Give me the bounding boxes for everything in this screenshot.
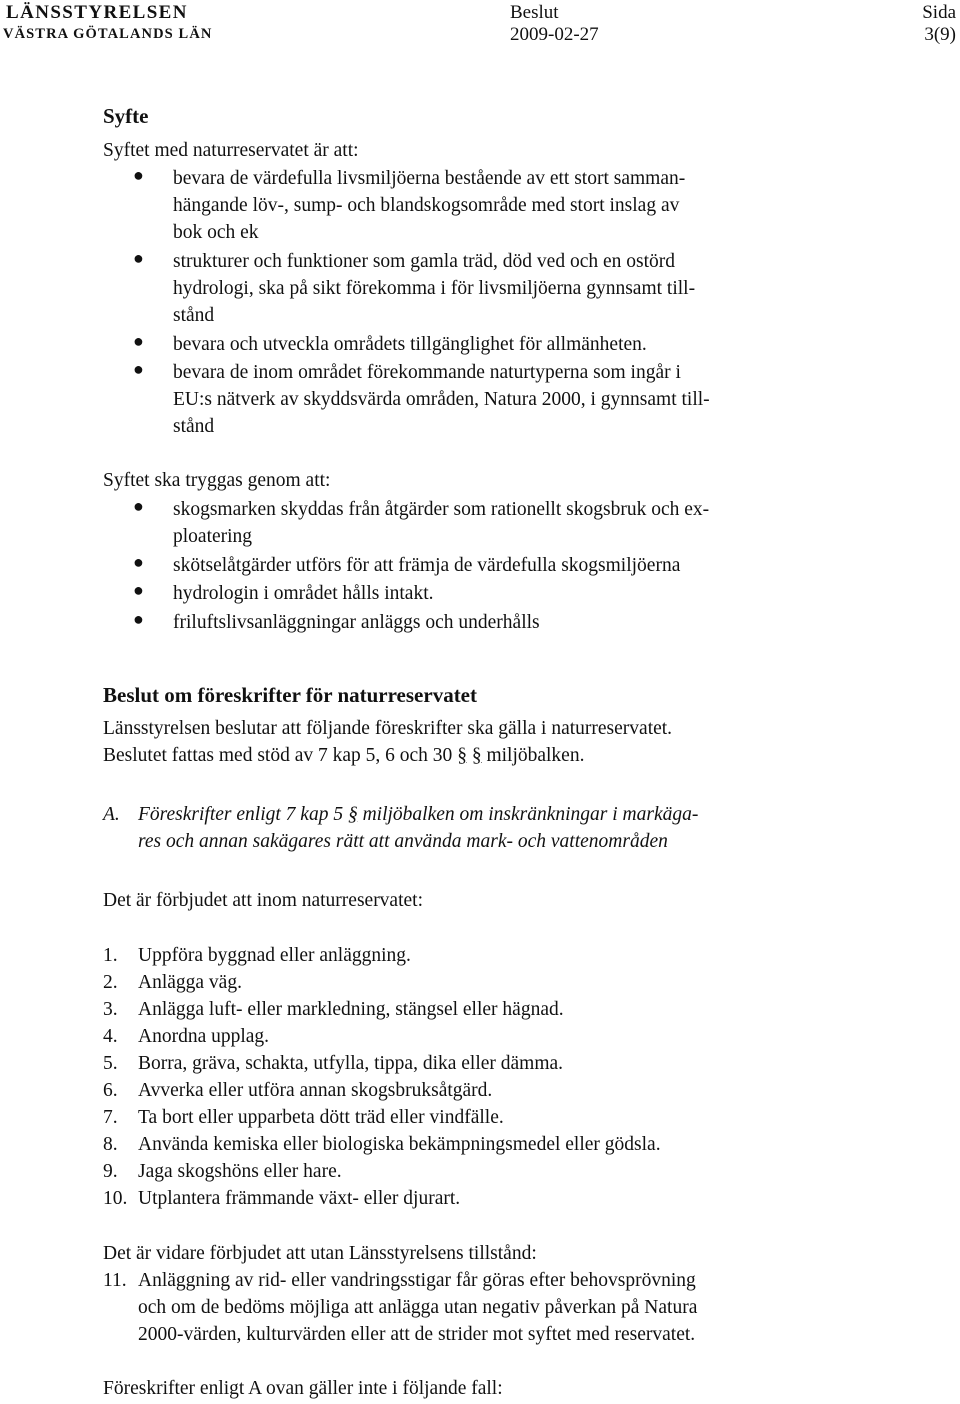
item-number: 11. — [103, 1270, 127, 1291]
syfte-bullet-4-line2: EU:s nätverk av skyddsvärda områden, Natura 2000, i gynnsamt till- — [173, 389, 710, 410]
org-logo-line1: LÄNSSTYRELSEN — [6, 2, 188, 23]
page-number: 3(9) — [924, 24, 956, 45]
section-heading-syfte: Syfte — [103, 104, 149, 128]
bullet-icon: ● — [133, 552, 144, 572]
syfte2-bullet-1-line1: skogsmarken skyddas från åtgärder som rationellt skogsbruk och ex- — [173, 499, 710, 520]
bullet-icon: ● — [133, 496, 144, 516]
syfte2-bullet-2: skötselåtgärder utförs för att främja de värdefulla skogsmiljöerna — [173, 555, 681, 576]
section-a-title-line1 — [138, 801, 698, 828]
syfte-bullet-1-line3: bok och ek — [173, 222, 259, 243]
closing-line: Föreskrifter enligt A ovan gäller inte i följande fall: — [103, 1378, 503, 1399]
bullet-icon: ● — [133, 331, 144, 351]
section-a-title-pre: Föreskrifter enligt 7 kap 5 — [138, 804, 348, 825]
item-number: 10. — [103, 1188, 128, 1209]
item-number: 3. — [103, 999, 118, 1020]
syfte-bullet-4-line1: bevara de inom området förekommande naturtyperna som ingår i — [173, 362, 681, 383]
item-text: Ta bort eller upparbeta dött träd eller vindfälle. — [138, 1107, 504, 1128]
item11-line3: 2000-värden, kulturvärden eller att de strider mot syftet med reservatet. — [138, 1324, 696, 1345]
beslut-line2-text: Beslutet fattas med stöd av 7 kap 5, 6 och 30 — [103, 745, 458, 766]
permit-intro: Det är vidare förbjudet att utan Länsstyrelsens tillstånd: — [103, 1243, 537, 1264]
paragraph-sign: § — [347, 804, 358, 825]
item-text: Jaga skogshöns eller hare. — [138, 1161, 342, 1182]
bullet-icon: ● — [133, 580, 144, 600]
section-a-title-post: miljöbalken om inskränkningar i markäga- — [357, 804, 699, 825]
item-text: Anlägga luft- eller markledning, stängsel eller hägnad. — [138, 999, 564, 1020]
page-label: Sida — [922, 2, 956, 23]
item-number: 5. — [103, 1053, 118, 1074]
syfte-bullet-2-line1: strukturer och funktioner som gamla träd, död ved och en ostörd — [173, 251, 676, 272]
syfte2-bullet-3: hydrologin i området hålls intakt. — [173, 583, 434, 604]
paragraph-sign: § — [457, 745, 467, 766]
org-logo-line2: VÄSTRA GÖTALANDS LÄN — [3, 26, 213, 42]
syfte2-bullet-1-line2: ploatering — [173, 526, 253, 547]
syfte-intro2: Syftet ska tryggas genom att: — [103, 470, 331, 491]
item-text: Borra, gräva, schakta, utfylla, tippa, dika eller dämma. — [138, 1053, 564, 1074]
item-number: 8. — [103, 1134, 118, 1155]
item-number: 9. — [103, 1161, 118, 1182]
syfte-bullet-1-line1: bevara de värdefulla livsmiljöerna bestående av ett stort samman- — [173, 168, 686, 189]
item-text: Använda kemiska eller biologiska bekämpningsmedel eller gödsla. — [138, 1134, 661, 1155]
item-number: 1. — [103, 945, 118, 966]
section-a-letter: A. — [103, 804, 120, 825]
doc-date: 2009-02-27 — [510, 24, 599, 45]
syfte-bullet-2-line3: stånd — [173, 305, 215, 326]
syfte-bullet-3: bevara och utveckla områdets tillgänglighet för allmänheten. — [173, 334, 647, 355]
bullet-icon: ● — [133, 165, 144, 185]
item-number: 7. — [103, 1107, 118, 1128]
beslut-line2 — [103, 742, 584, 769]
beslut-line2-end: miljöbalken. — [481, 745, 585, 766]
bullet-icon: ● — [133, 359, 144, 379]
item-number: 4. — [103, 1026, 118, 1047]
item-text: Uppföra byggnad eller anläggning. — [138, 945, 411, 966]
bullet-icon: ● — [133, 248, 144, 268]
forbidden-intro: Det är förbjudet att inom naturreservatet: — [103, 890, 423, 911]
syfte-intro: Syftet med naturreservatet är att: — [103, 140, 359, 161]
item-text: Anlägga väg. — [138, 972, 242, 993]
beslut-line1: Länsstyrelsen beslutar att följande föreskrifter ska gälla i naturreservatet. — [103, 718, 673, 739]
syfte-bullet-2-line2: hydrologi, ska på sikt förekomma i för livsmiljöerna gynnsamt till- — [173, 278, 696, 299]
item-number: 6. — [103, 1080, 118, 1101]
item-number: 2. — [103, 972, 118, 993]
item-text: Anordna upplag. — [138, 1026, 270, 1047]
doc-type: Beslut — [510, 2, 559, 23]
section-heading-beslut: Beslut om föreskrifter för naturreservatet — [103, 683, 478, 707]
syfte2-bullet-4: friluftslivsanläggningar anläggs och underhålls — [173, 612, 540, 633]
item11-line2: och om de bedöms möjliga att anlägga utan negativ påverkan på Natura — [138, 1297, 698, 1318]
item-text: Avverka eller utföra annan skogsbruksåtgärd. — [138, 1080, 493, 1101]
section-a-title-line2: res och annan sakägares rätt att använda mark- och vattenområden — [138, 831, 668, 852]
paragraph-sign: § — [471, 745, 482, 766]
bullet-icon: ● — [133, 609, 144, 629]
item11-line1: Anläggning av rid- eller vandringsstigar får göras efter behovsprövning — [138, 1270, 696, 1291]
syfte-bullet-1-line2: hängande löv-, sump- och blandskogsområde med stort inslag av — [173, 195, 680, 216]
syfte-bullet-4-line3: stånd — [173, 416, 215, 437]
item-text: Utplantera främmande växt- eller djurart. — [138, 1188, 461, 1209]
